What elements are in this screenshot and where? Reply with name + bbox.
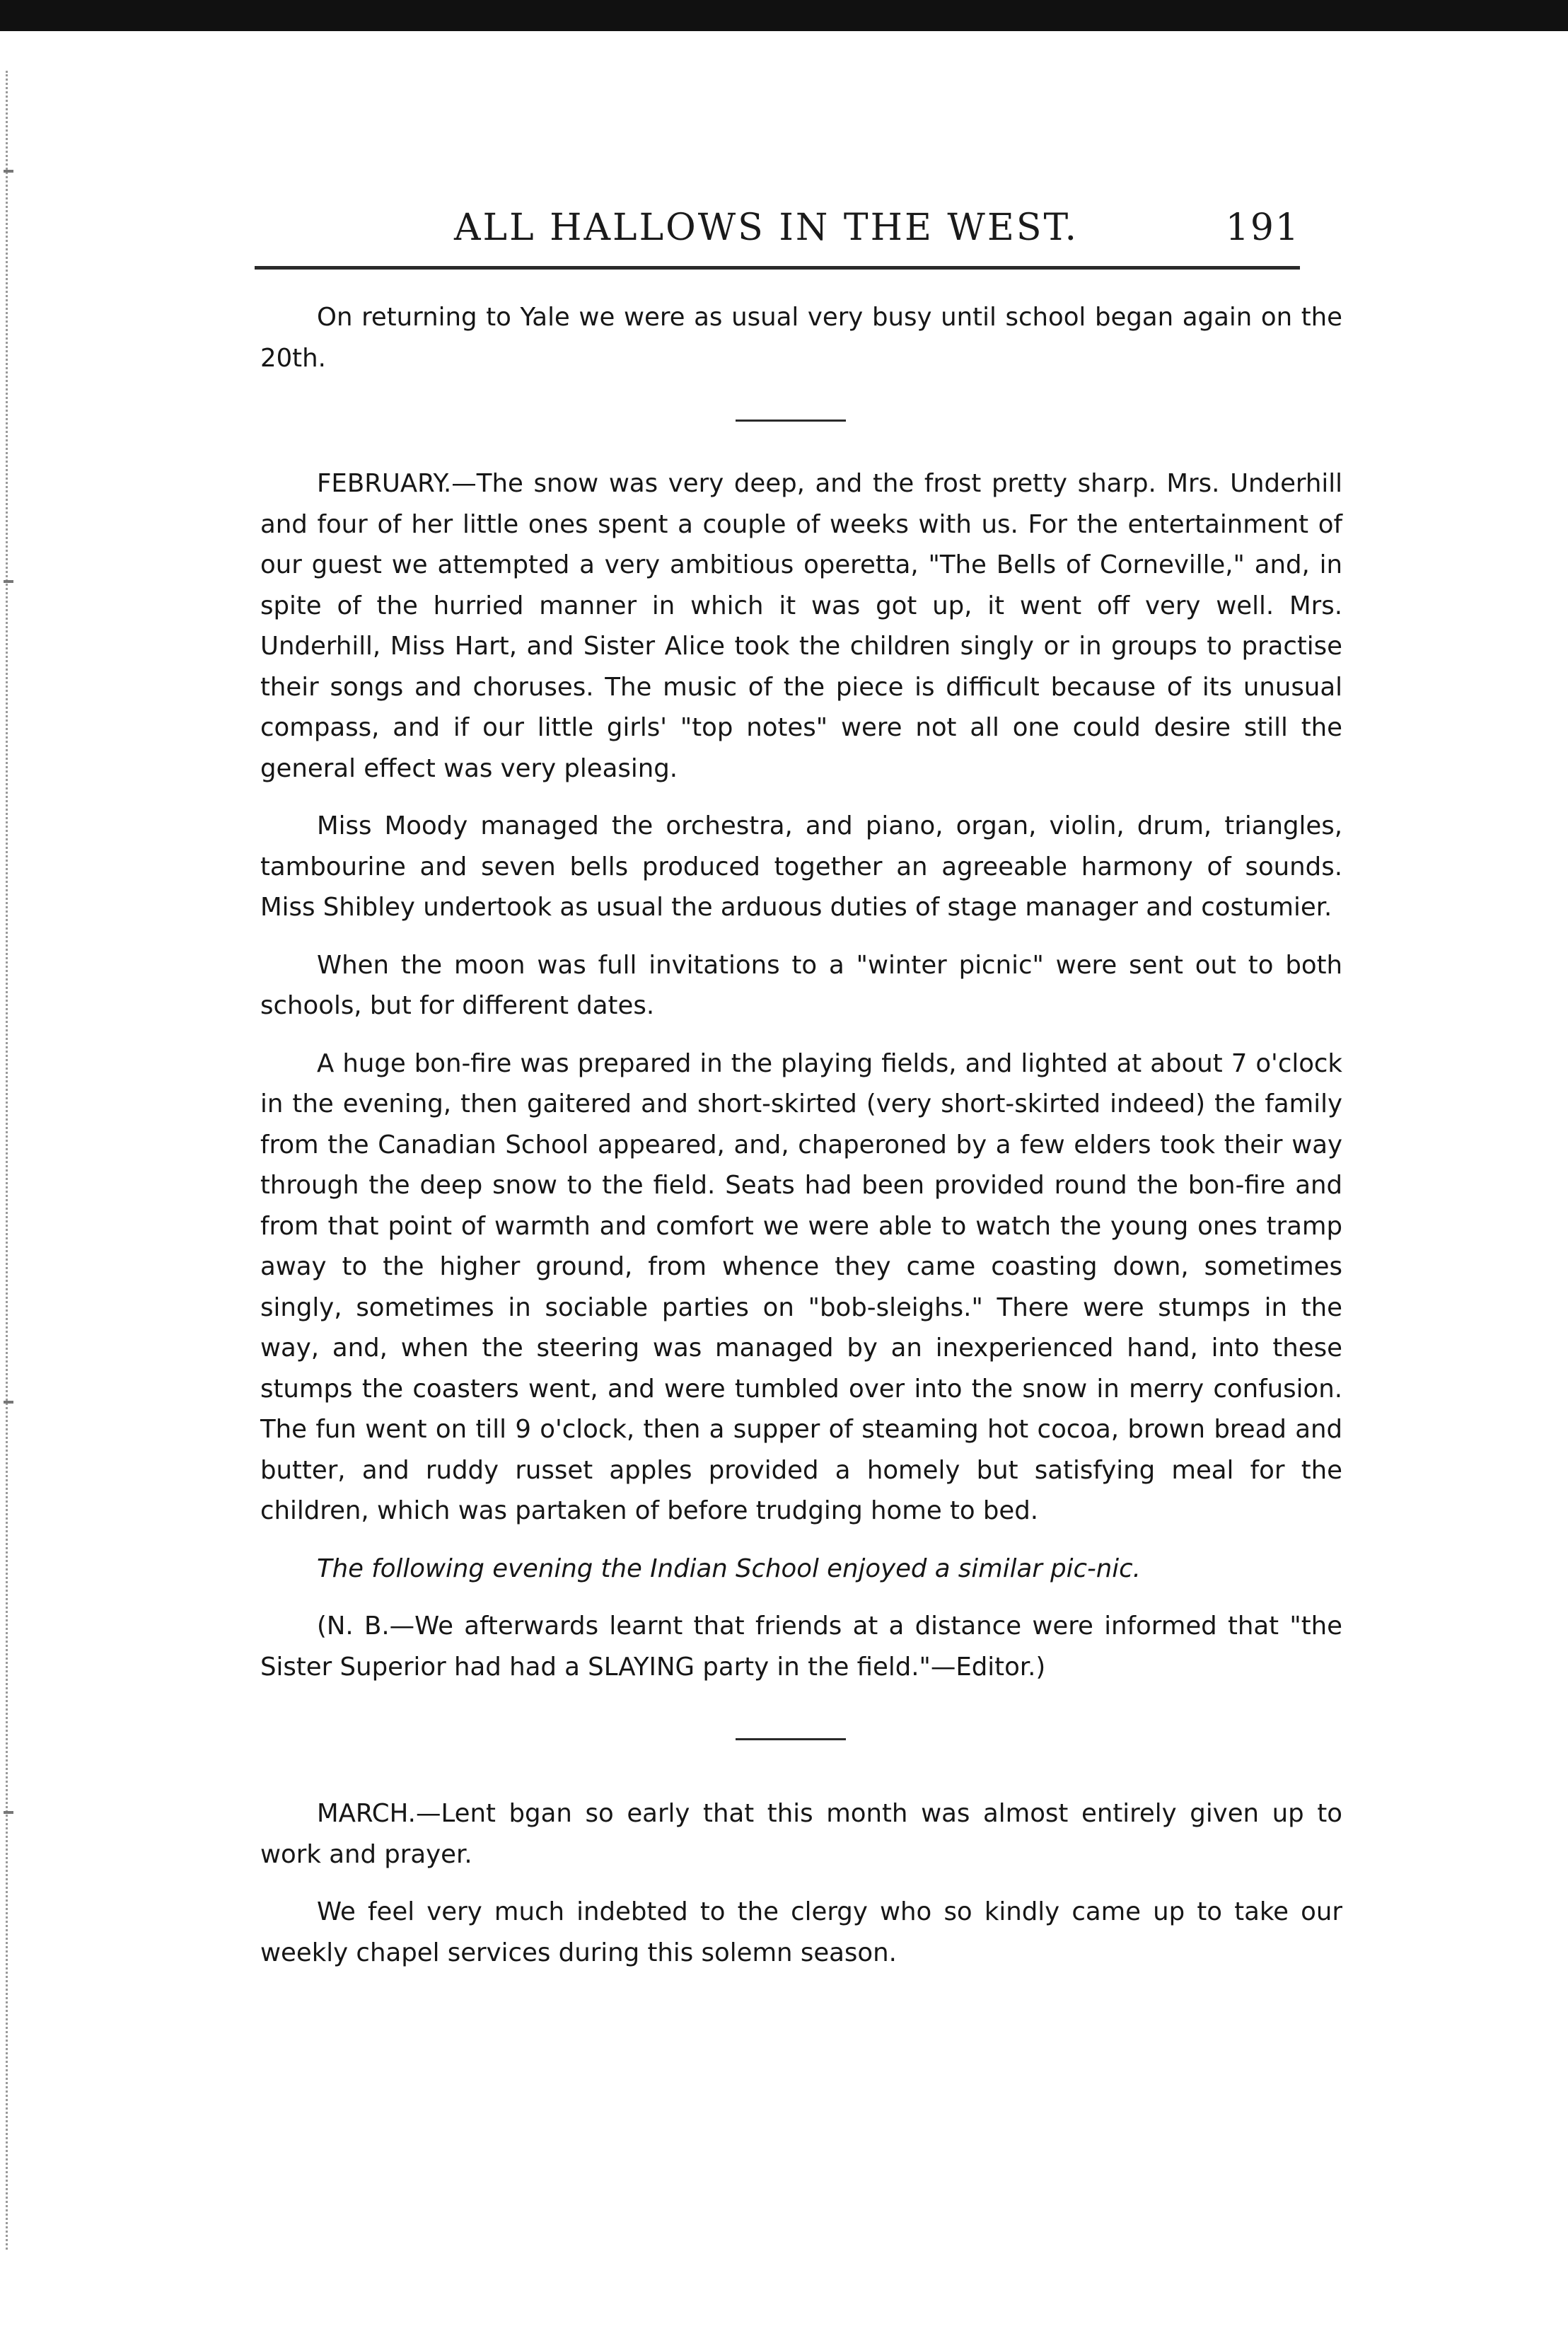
section-separator: [736, 1738, 846, 1740]
paragraph-bonfire: A huge bon-fire was prepared in the playing fields, and lighted at about 7 o'clock in the evening, then gaitered and short-skirted (very short-skirted indeed) the family from the Canadian School appeared, and, chaperoned by a few elders took their way through the deep snow to the field. Seats had been provided round the bon-fire and from that point of warmth and comfort we were able to watch the young ones tramp away to the higher ground, from whence they came coasting down, sometimes singly, sometimes in sociable parties on "bob-sleighs." There were stumps in the way, and, when the steering was managed by an inexperienced hand, into these stumps the coasters went, and were tumbled over into the snow in merry confusion. The fun went on till 9 o'clock, then a supper of steaming hot cocoa, brown bread and butter, and ruddy russet apples provided a homely but satisfying meal for the children, which was partaken of before trudging home to bed.: [260, 1048, 1342, 1525]
margin-tick: [4, 580, 13, 583]
section-separator: [736, 420, 846, 422]
header-rule: [255, 266, 1300, 270]
paragraph-invitations: When the moon was full invitations to a "winter picnic" were sent out to both schools, but for different dates.: [260, 950, 1342, 1020]
paragraph-indian-school: The following evening the Indian School enjoyed a similar pic-nic.: [317, 1554, 1141, 1583]
paragraph-returning: On returning to Yale we were as usual very busy until school began again on the 20th.: [260, 303, 1342, 373]
running-head-title: ALL HALLOWS IN THE WEST.: [454, 207, 1079, 249]
margin-tick: [4, 1811, 13, 1814]
paragraph-clergy: We feel very much indebted to the clergy who so kindly came up to take our weekly chapel services during this solemn season.: [260, 1897, 1342, 1967]
scan-top-border: [0, 0, 1568, 31]
page-number: 191: [1225, 207, 1300, 249]
paragraph-march: MARCH.—Lent bgan so early that this month was almost entirely given up to work and prayer.: [260, 1799, 1342, 1869]
margin-tick: [4, 1401, 13, 1404]
paragraph-orchestra: Miss Moody managed the orchestra, and piano, organ, violin, drum, triangles, tambourine and seven bells produced together an agreeable harmony of sounds. Miss Shibley undertook as usual the arduous duties of stage manager and costumier.: [260, 811, 1342, 922]
scan-margin-marks: [6, 71, 26, 2250]
article-body: [260, 297, 1342, 1973]
paragraph-february: FEBRUARY.—The snow was very deep, and the frost pretty sharp. Mrs. Underhill and four of her little ones spent a couple of weeks with us. For the entertainment of our guest we attempted a very ambitious operetta, "The Bells of Corneville," and, in spite of the hurried manner in which it was got up, it went off very well. Mrs. Underhill, Miss Hart, and Sister Alice took the children singly or in groups to practise their songs and choruses. The music of the piece is difficult because of its unusual compass, and if our little girls' "top notes" were not all one could desire still the general effect was very pleasing.: [260, 469, 1342, 783]
running-head: [255, 207, 1300, 263]
paragraph-editor-note: (N. B.—We afterwards learnt that friends at a distance were informed that "the Sister Superior had had a SLAYING party in the field."—Editor.): [260, 1612, 1342, 1682]
margin-tick: [4, 170, 13, 173]
